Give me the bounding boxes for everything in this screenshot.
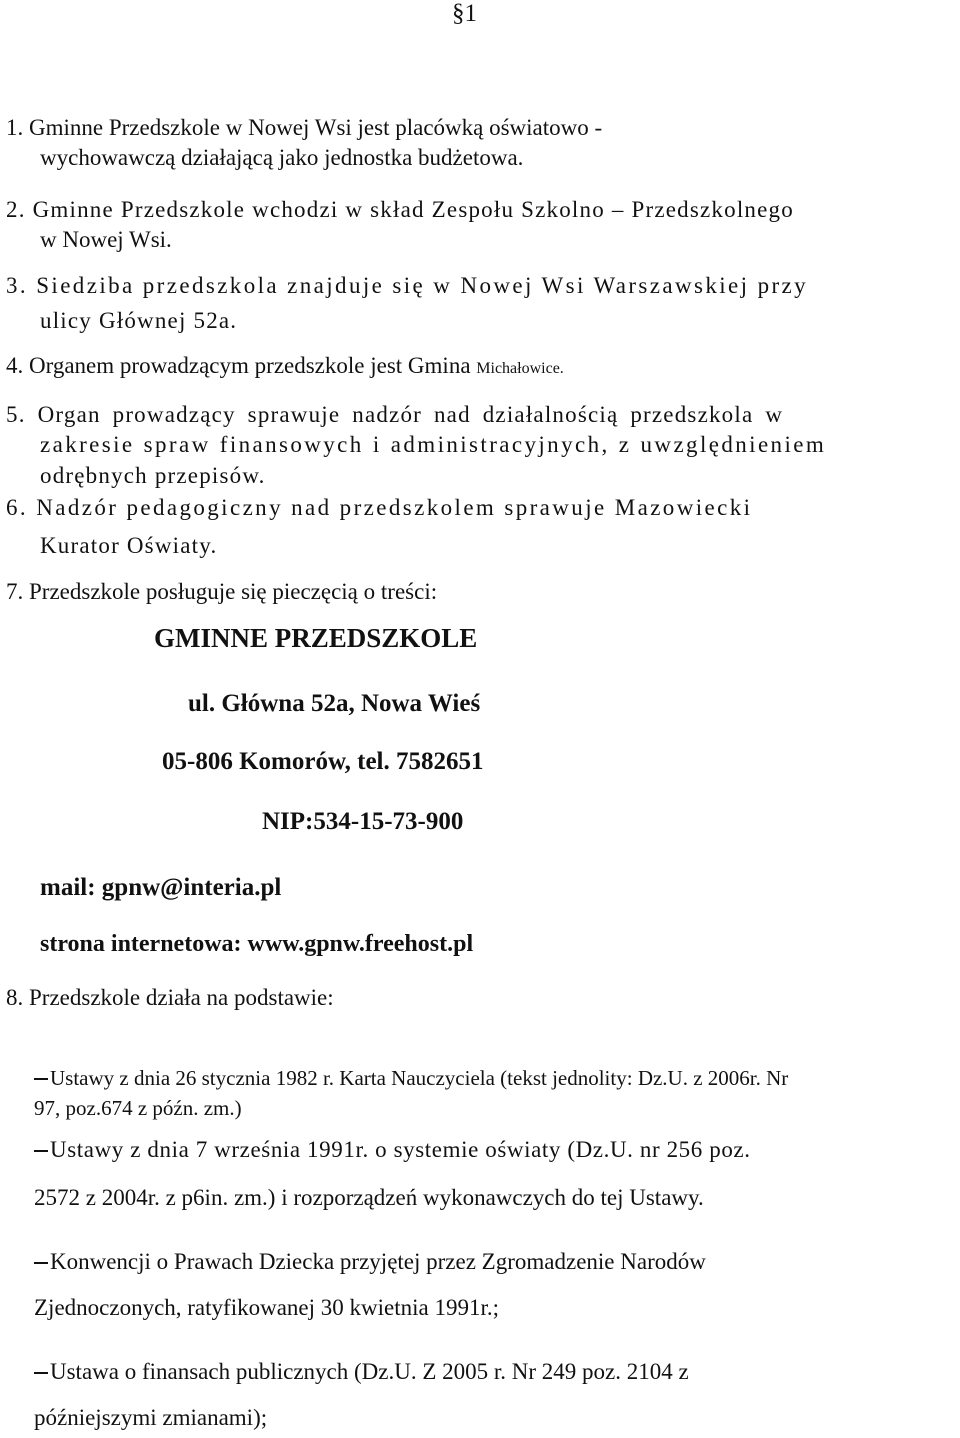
list-item-6 <box>6 494 752 522</box>
legal-basis-2-cont: 2572 z 2004r. z p6in. zm.) i rozporządzeń wykonawczych do tej Ustawy. <box>34 1185 704 1210</box>
item-text: Przedszkole posługuje się pieczęcią o treści: <box>29 579 438 604</box>
item-text: Organem prowadzącym przedszkole jest Gmina <box>29 353 471 378</box>
list-item-3-cont: ulicy Głównej 52a. <box>40 308 238 333</box>
item-number: 6. <box>6 495 29 520</box>
legal-basis-text: Konwencji o Prawach Dziecka przyjętej przez Zgromadzenie Narodów <box>50 1249 706 1274</box>
list-item-3 <box>6 272 808 300</box>
list-item-8 <box>6 984 334 1012</box>
legal-basis-3-cont: Zjednoczonych, ratyfikowanej 30 kwietnia 1991r.; <box>34 1295 499 1320</box>
legal-basis-4 <box>34 1358 689 1386</box>
legal-basis-1 <box>34 1064 788 1092</box>
dash-bullet <box>34 1078 48 1080</box>
list-item-5-cont2: odrębnych przepisów. <box>40 463 266 488</box>
item-text: Organ prowadzący sprawuje nadzór nad działalnością przedszkola w <box>37 402 784 427</box>
stamp-website: strona internetowa: www.gpnw.freehost.pl <box>40 931 474 957</box>
item-number: 5. <box>6 402 26 427</box>
item-text: Gminne Przedszkole wchodzi w skład Zespołu Szkolno – Przedszkolnego <box>32 197 794 222</box>
item-text: Siedziba przedszkola znajduje się w Nowej Wsi Warszawskiej przy <box>36 273 809 298</box>
item-number: 1. <box>6 115 24 140</box>
item-text: Gminne Przedszkole w Nowej Wsi jest placówką oświatowo - <box>29 115 603 140</box>
list-item-2-cont: w Nowej Wsi. <box>40 227 172 252</box>
list-item-5-cont: zakresie spraw finansowych i administracyjnych, z uwzględnieniem <box>40 432 827 457</box>
item-number: 2. <box>6 197 26 222</box>
list-item-1 <box>6 114 602 142</box>
stamp-street: ul. Główna 52a, Nowa Wieś <box>188 690 481 717</box>
list-item-4 <box>6 352 564 383</box>
item-text: Nadzór pedagogiczny nad przedszkolem sprawuje Mazowiecki <box>36 495 753 520</box>
stamp-city: 05-806 Komorów, tel. 7582651 <box>162 748 484 775</box>
list-item-7 <box>6 578 437 606</box>
list-item-5 <box>6 401 783 429</box>
item-number: 7. <box>6 579 24 604</box>
legal-basis-3 <box>34 1248 706 1276</box>
legal-basis-text: Ustawy z dnia 7 września 1991r. o systemie oświaty (Dz.U. nr 256 poz. <box>50 1137 751 1162</box>
item-text-small: Michałowice. <box>476 360 564 377</box>
legal-basis-1-cont: 97, poz.674 z późn. zm.) <box>34 1096 242 1120</box>
legal-basis-2 <box>34 1136 751 1164</box>
item-number: 4. <box>6 353 24 378</box>
item-text: Przedszkole działa na podstawie: <box>29 985 334 1010</box>
legal-basis-text: Ustawy z dnia 26 stycznia 1982 r. Karta Nauczyciela (tekst jednolity: Dz.U. z 2006r. Nr <box>50 1066 789 1090</box>
stamp-mail: mail: gpnw@interia.pl <box>40 874 282 901</box>
legal-basis-text: Ustawa o finansach publicznych (Dz.U. Z 2005 r. Nr 249 poz. 2104 z <box>50 1359 689 1384</box>
legal-basis-4-cont: późniejszymi zmianami); <box>34 1405 268 1430</box>
stamp-name: GMINNE PRZEDSZKOLE <box>154 623 478 653</box>
dash-bullet <box>34 1150 48 1152</box>
dash-bullet <box>34 1372 48 1374</box>
item-number: 8. <box>6 985 24 1010</box>
item-number: 3. <box>6 273 29 298</box>
dash-bullet <box>34 1262 48 1264</box>
list-item-1-cont: wychowawczą działającą jako jednostka budżetowa. <box>40 145 524 170</box>
section-heading: §1 <box>452 0 477 27</box>
list-item-6-cont: Kurator Oświaty. <box>40 533 218 558</box>
list-item-2 <box>6 196 794 224</box>
stamp-nip: NIP:534-15-73-900 <box>262 808 464 835</box>
